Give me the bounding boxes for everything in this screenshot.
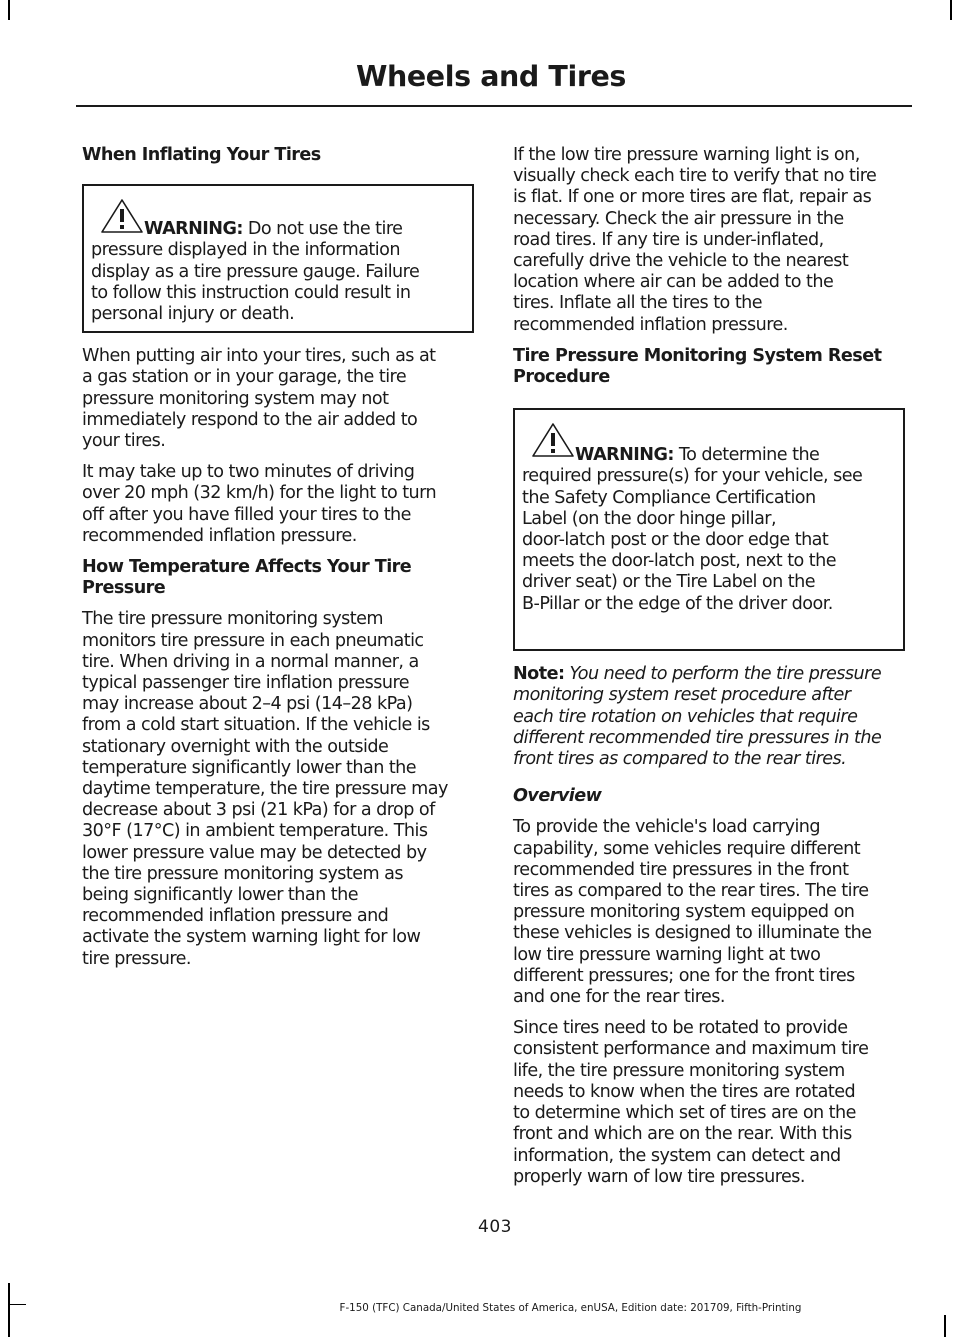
paragraph-putting-air: When putting air into your tires, such as at a gas station or in your garage, the tire pressure monitoring system may not immediately respond to the air added to your tires.	[82, 346, 436, 452]
warning-box-tire-gauge	[82, 184, 474, 333]
page-number: 403	[478, 1217, 512, 1237]
paragraph-rotation: Since tires need to be rotated to provide consistent performance and maximum tire life, the tire pressure monitoring system needs to know when the tires are rotated to determine which set of tires are on the front and which are on the rear. With this information, the system can detect and properly warn of low tire pressures.	[513, 1018, 869, 1187]
paragraph-overview: To provide the vehicle's load carrying capability, some vehicles require different recommended tire pressures in the front tires as compared to the rear tires. The tire pressure monitoring system equipped on these vehicles is designed to illuminate the low tire pressure warning light at two different pressures; one for the front tires and one for the rear tires.	[513, 817, 872, 1008]
paragraph-two-minutes: It may take up to two minutes of driving over 20 mph (32 km/h) for the light to turn off after you have filled your tires to the recommended inflation pressure.	[82, 462, 437, 546]
header-rule	[76, 105, 912, 107]
right-column	[513, 145, 907, 1198]
warning1-line-3: to follow this instruction could result in	[91, 282, 411, 303]
heading-when-inflating: When Inflating Your Tires	[82, 145, 321, 165]
warning1-line-2: display as a tire pressure gauge. Failure	[91, 261, 420, 282]
page-header-title: Wheels and Tires	[355, 60, 626, 93]
warning-triangle-icon	[529, 422, 577, 458]
subheading-overview: Overview	[513, 786, 602, 807]
heading-reset-procedure: Tire Pressure Monitoring System Reset Procedure	[513, 345, 882, 388]
warning1-line-0: Do not use the tire	[242, 219, 403, 240]
warning-triangle-icon	[98, 198, 146, 234]
warning-box-required-pressure	[513, 408, 905, 651]
paragraph-temperature: The tire pressure monitoring system monitors tire pressure in each pneumatic tire. When driving in a normal manner, a typical passenger tire inflation pressure may increase about 2–4 psi (14–28 kPa) from a cold start situation. If the vehicle is stationary overnight with the outside temperature significantly lower than the daytime temperature, the tire pressure may decrease about 3 psi (21 kPa) for a drop of 30°F (17°C) in ambient temperature. This lower pressure value may be detected by the tire pressure monitoring system as being significantly lower than the recommended inflation pressure and activate the system warning light for low tire pressure.	[82, 609, 448, 969]
note-label: Note:	[513, 664, 565, 685]
crop-mark-bottom-right	[944, 1315, 946, 1337]
paragraph-low-pressure-light: If the low tire pressure warning light is on, visually check each tire to verify that no tire is flat. If one or more tires are flat, repair as necessary. Check the air pressure in the road tires. If any tire is under-inflated, carefully drive the vehicle to the nearest location where air can be added to the tires. Inflate all the tires to the recommended inflation pressure.	[513, 145, 877, 335]
note-paragraph: Note: You need to perform the tire pressure monitoring system reset procedure after each tire rotation on vehicles that require different recommended tire pressures in the front tires as compared to the rear tires.	[513, 664, 882, 770]
crop-mark-top-right	[950, 0, 952, 20]
warning-label: WARNING:	[575, 445, 674, 466]
warning1-line-1: pressure displayed in the information	[91, 240, 400, 261]
warning1-line-4: personal injury or death.	[91, 304, 295, 325]
heading-temperature: How Temperature Affects Your Tire Pressure	[82, 557, 412, 599]
left-column	[82, 145, 476, 980]
warning-label: WARNING:	[144, 219, 243, 240]
footer-edition-info: F-150 (TFC) Canada/United States of America, enUSA, Edition date: 201709, Fifth-Printing	[339, 1302, 802, 1314]
crop-mark-top-left	[8, 0, 10, 20]
warning-text-1	[91, 219, 464, 325]
warning-text-2: WARNING: To determine the required pressure(s) for your vehicle, see the Safety Compliance Certification Label (on the door hinge pillar, door-latch post or the door edge that meets the door-latch post, next to the driver seat) or the Tire Label on the B-Pillar or the edge of the driver door.	[522, 445, 863, 614]
